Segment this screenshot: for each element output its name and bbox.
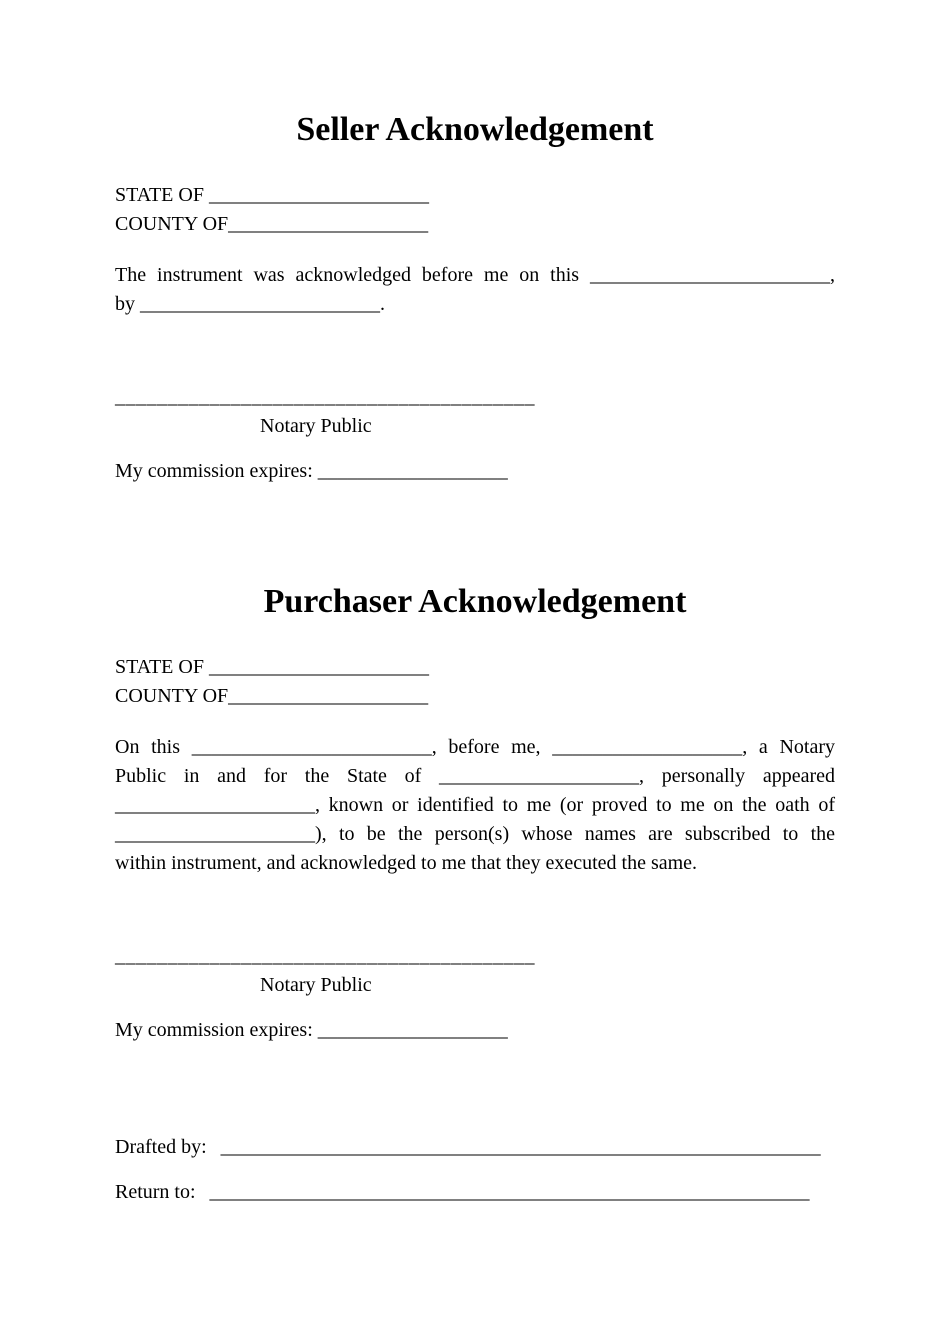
seller-body-line: by ________________________. <box>115 292 385 315</box>
purchaser-notary-caption: Notary Public <box>260 973 372 996</box>
seller-body-paragraph <box>115 261 835 319</box>
footer-section <box>115 1133 835 1207</box>
seller-section <box>115 0 835 486</box>
seller-title: Seller Acknowledgement <box>296 111 654 148</box>
return-to-label: Return to: <box>115 1180 196 1203</box>
return-to-blank: ____________________________________________________________ <box>209 1180 810 1203</box>
purchaser-body-paragraph <box>115 733 835 878</box>
seller-state-line: STATE OF ______________________ <box>115 183 429 206</box>
purchaser-body-line: ____________________, known or identified to me (or proved to me on the oath of <box>115 793 835 816</box>
purchaser-body-line: On this ________________________, before me, ___________________, a Notary <box>115 735 835 758</box>
purchaser-signature-line: ________________________________________ <box>115 944 535 967</box>
drafted-by-blank: ____________________________________________________________ <box>220 1135 821 1158</box>
seller-signature-line: ________________________________________ <box>115 385 535 408</box>
drafted-by-line <box>115 1133 835 1162</box>
purchaser-county-line: COUNTY OF____________________ <box>115 684 429 707</box>
purchaser-body-line: within instrument, and acknowledged to me that they executed the same. <box>115 851 698 874</box>
purchaser-body-line: Public in and for the State of ____________________, personally appeared <box>115 764 835 787</box>
return-to-line <box>115 1178 835 1207</box>
purchaser-section <box>115 582 835 1045</box>
drafted-by-label: Drafted by: <box>115 1135 207 1158</box>
seller-body-line: The instrument was acknowledged before me on this ________________________, <box>115 263 835 286</box>
seller-commission-line: My commission expires: ___________________ <box>115 459 508 482</box>
purchaser-body-line: ____________________), to be the person(s) whose names are subscribed to the <box>115 822 835 845</box>
seller-county-line: COUNTY OF____________________ <box>115 212 429 235</box>
purchaser-state-line: STATE OF ______________________ <box>115 655 429 678</box>
purchaser-commission-line: My commission expires: ___________________ <box>115 1018 508 1041</box>
seller-notary-caption: Notary Public <box>260 414 372 437</box>
purchaser-title: Purchaser Acknowledgement <box>263 582 687 620</box>
